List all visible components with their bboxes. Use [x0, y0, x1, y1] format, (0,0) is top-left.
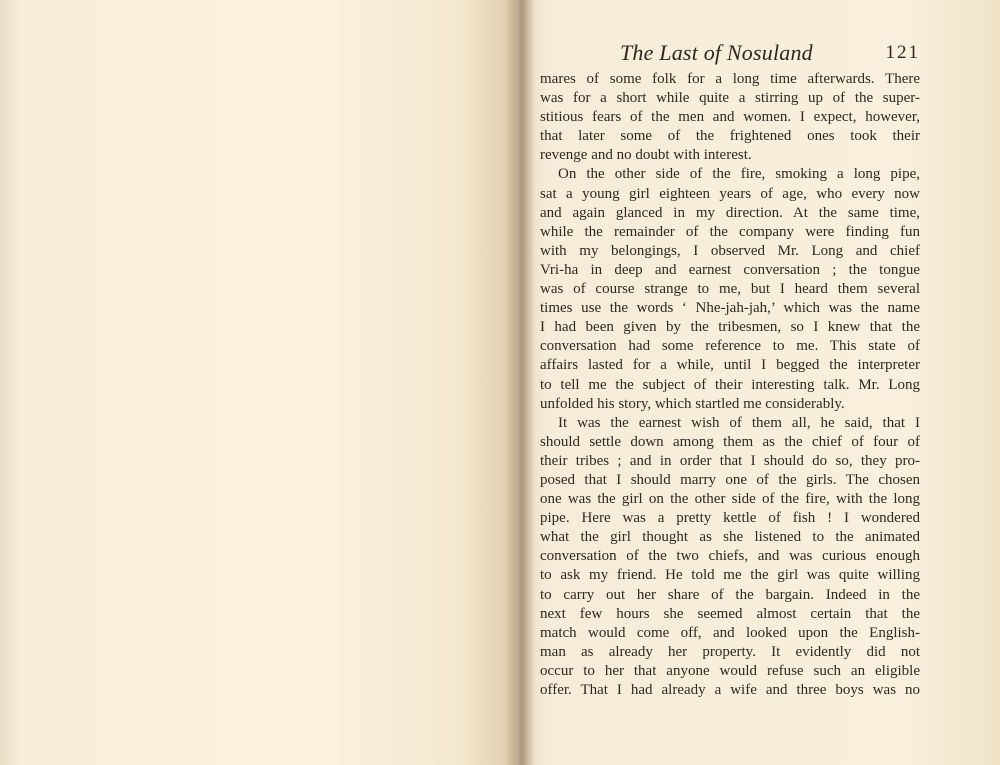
text-line: stitious fears of the men and women. I expect, however, — [540, 109, 920, 126]
text-line: mares of some folk for a long time afterwards. There — [540, 71, 920, 87]
body-text — [540, 70, 920, 700]
text-line: to ask my friend. He told me the girl was quite willing — [540, 567, 920, 584]
text-line: man as already her property. It evidently did not — [540, 643, 920, 660]
text-line: that later some of the frightened ones took their — [540, 128, 920, 145]
text-line: conversation of the two chiefs, and was curious enough — [540, 548, 920, 565]
text-line: next few hours she seemed almost certain that the — [540, 605, 920, 622]
text-line: what the girl thought as she listened to the animated — [540, 529, 920, 546]
text-line: was of course strange to me, but I heard them several — [540, 281, 920, 298]
text-line: to tell me the subject of their interesting talk. Mr. Long — [540, 376, 920, 393]
text-line: offer. That I had already a wife and three boys was no — [540, 682, 920, 698]
text-line: and again glanced in my direction. At the same time, — [540, 204, 920, 221]
text-line: should settle down among them as the chief of four of — [540, 433, 920, 450]
text-line: occur to her that anyone would refuse such an eligible — [540, 662, 920, 679]
text-line: unfolded his story, which startled me considerably. — [540, 395, 845, 412]
text-line: Vri-ha in deep and earnest conversation ; the tongue — [540, 261, 920, 278]
text-line: posed that I should marry one of the girls. The chosen — [540, 471, 920, 488]
text-line: match would come off, and looked upon the English- — [540, 624, 920, 641]
book-gutter — [505, 0, 535, 765]
text-line: On the other side of the fire, smoking a long pipe, — [558, 166, 920, 183]
text-line: pipe. Here was a pretty kettle of fish ! I wondered — [540, 510, 920, 527]
text-line: sat a young girl eighteen years of age, who every now — [540, 185, 920, 202]
text-line: conversation had some reference to me. This state of — [540, 338, 920, 355]
text-line: one was the girl on the other side of the fire, with the long — [540, 491, 920, 508]
text-line: with my belongings, I observed Mr. Long and chief — [540, 242, 920, 259]
running-head — [620, 40, 920, 66]
text-line: affairs lasted for a while, until I begged the interpreter — [540, 357, 920, 374]
text-line: I had been given by the tribesmen, so I knew that the — [540, 319, 920, 336]
text-line: to carry out her share of the bargain. Indeed in the — [540, 586, 920, 603]
text-line: their tribes ; and in order that I should do so, they pro- — [540, 452, 920, 469]
text-line: It was the earnest wish of them all, he said, that I — [558, 414, 920, 431]
text-line: was for a short while quite a stirring up of the super- — [540, 90, 920, 107]
running-head-title: The Last of Nosuland — [620, 40, 813, 65]
text-line: while the remainder of the company were finding fun — [540, 223, 920, 240]
page-number: 121 — [885, 42, 920, 63]
text-line: revenge and no doubt with interest. — [540, 147, 752, 164]
text-line: times use the words ‘ Nhe-jah-jah,’ which was the name — [540, 300, 920, 317]
